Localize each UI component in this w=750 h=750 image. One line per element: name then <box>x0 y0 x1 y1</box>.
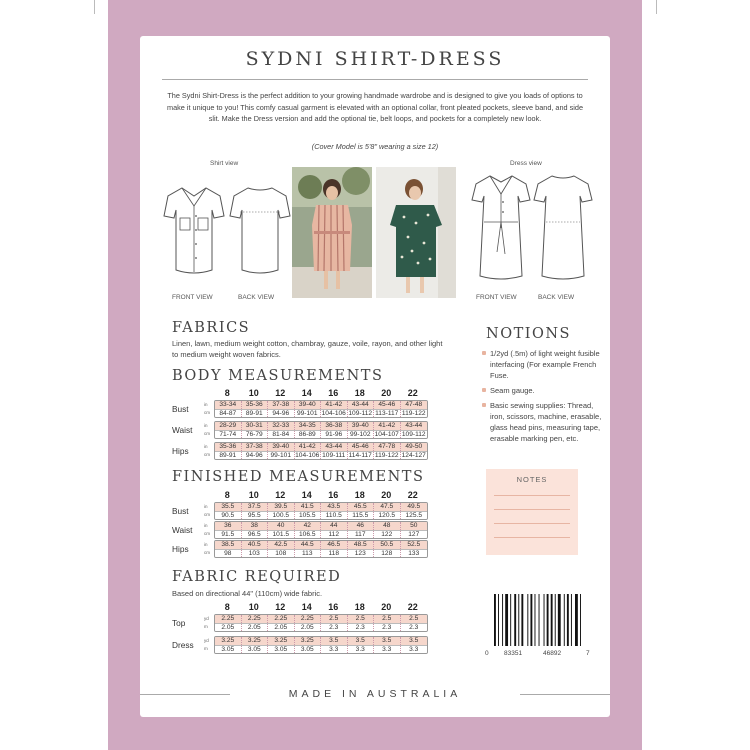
measurement-value: 35-36 <box>215 443 242 451</box>
notion-item: Basic sewing supplies: Thread, iron, scissors, machine, erasable, glass head pins, measuring tape, erasable marking pen, etc. <box>482 400 604 444</box>
measurement-value: 46 <box>348 522 375 530</box>
measurement-value: 41.5 <box>295 503 322 511</box>
shirt-front-view-label: FRONT VIEW <box>172 294 213 301</box>
notes-line <box>494 495 570 496</box>
measurement-value: 125.5 <box>405 512 422 519</box>
measurement-row <box>214 614 428 632</box>
measurement-value: 3.5 <box>348 637 375 645</box>
measurement-value: 2.3 <box>374 624 401 631</box>
measurement-row <box>214 442 428 460</box>
measurement-row-label: Hips <box>172 446 189 456</box>
notes-line <box>494 509 570 510</box>
measurement-value: 95.5 <box>242 512 269 519</box>
barcode-digits-2: 46892 <box>543 650 562 657</box>
measurement-row <box>214 540 428 558</box>
measurement-values-m <box>215 645 427 653</box>
model-photo-printed-dress <box>376 167 456 298</box>
measurement-value: 36-38 <box>321 422 348 430</box>
shirt-view-label: Shirt view <box>210 160 239 167</box>
measurement-value: 109-112 <box>348 410 373 417</box>
barcode-bar <box>510 594 511 646</box>
measurement-row-label: Bust <box>172 506 189 516</box>
measurement-values-in <box>215 443 427 451</box>
size-label: 20 <box>381 602 392 612</box>
measurement-values-cm <box>215 549 427 557</box>
dress-view-label: Dress view <box>510 160 542 167</box>
unit-label: m <box>204 624 208 629</box>
measurement-value: 3.05 <box>242 646 269 653</box>
measurement-value: 89-91 <box>215 452 242 459</box>
measurement-value: 3.05 <box>295 646 322 653</box>
measurement-values-cm <box>215 511 427 519</box>
measurement-values-in <box>215 522 427 530</box>
barcode-bar <box>544 594 545 646</box>
unit-label: m <box>204 646 208 651</box>
notes-line <box>494 523 570 524</box>
measurement-value: 94-96 <box>242 452 269 459</box>
measurement-row-label: Hips <box>172 544 189 554</box>
barcode-bar <box>514 594 516 646</box>
measurement-value: 2.5 <box>348 615 375 623</box>
size-label: 18 <box>354 602 365 612</box>
measurement-value: 94-96 <box>268 410 295 417</box>
intro-text: The Sydni Shirt-Dress is the perfect addition to your growing handmade wardrobe and is designed to give you loads of options to make it unique to you! This comfy casual garment is elevated with an optional collar, front pleated pockets, sleeve band, and side slit. Make the Dress version and add the optional tie, belt loops, and pockets for a completely new look. <box>166 91 584 124</box>
measurement-value: 3.25 <box>242 637 269 645</box>
measurement-value: 2.5 <box>374 615 401 623</box>
size-label: 16 <box>328 490 339 500</box>
measurement-value: 36 <box>215 522 242 530</box>
measurement-value: 2.05 <box>295 624 322 631</box>
measurement-value: 109-112 <box>401 431 426 438</box>
measurement-value: 39-40 <box>348 422 375 430</box>
unit-label: cm <box>204 531 210 536</box>
measurement-value: 127 <box>408 531 420 538</box>
unit-label: yd <box>204 616 209 621</box>
pattern-back-card <box>140 36 610 717</box>
measurement-values-m <box>215 623 427 631</box>
measurement-value: 38 <box>242 522 269 530</box>
measurement-value: 124-127 <box>401 452 426 459</box>
size-label: 16 <box>328 388 339 398</box>
measurement-value: 41-42 <box>321 401 348 409</box>
measurement-row-label: Dress <box>172 640 194 650</box>
measurement-value: 43-44 <box>348 401 375 409</box>
size-label: 18 <box>354 490 365 500</box>
measurement-value: 43-44 <box>321 443 348 451</box>
body-measurements-heading: BODY MEASUREMENTS <box>172 368 384 384</box>
measurement-value: 3.25 <box>215 637 242 645</box>
measurement-values-cm <box>215 530 427 538</box>
measurement-values-in <box>215 401 427 409</box>
unit-label: cm <box>204 452 210 457</box>
notions-section <box>482 326 610 448</box>
shirt-front-sketch <box>162 182 226 278</box>
measurement-value: 3.5 <box>409 637 419 644</box>
notions-heading: NOTIONS <box>486 326 571 342</box>
measurement-value: 48.5 <box>348 541 375 549</box>
measurement-value: 2.25 <box>295 615 322 623</box>
measurement-value: 3.3 <box>409 646 419 653</box>
size-label: 8 <box>224 602 230 612</box>
measurement-value: 3.3 <box>321 646 348 653</box>
crop-mark-right <box>656 0 657 14</box>
measurement-values-cm <box>215 430 427 438</box>
measurement-value: 84-87 <box>215 410 242 417</box>
size-label: 14 <box>301 490 312 500</box>
finished-measurements-heading: FINISHED MEASUREMENTS <box>172 469 425 485</box>
unit-label: in <box>204 542 208 547</box>
measurement-value: 3.25 <box>268 637 295 645</box>
measurement-value: 105.5 <box>295 512 322 519</box>
barcode-bar <box>555 594 556 646</box>
cover-model-note: (Cover Model is 5'8" wearing a size 12) <box>311 142 439 151</box>
measurement-row-label: Bust <box>172 404 189 414</box>
measurement-value: 39.5 <box>268 503 295 511</box>
measurement-value: 2.05 <box>242 624 269 631</box>
measurement-value: 3.25 <box>295 637 322 645</box>
measurement-row <box>214 400 428 418</box>
measurement-value: 98 <box>215 550 242 557</box>
measurement-value: 91-96 <box>321 431 348 438</box>
size-header-row <box>214 490 426 500</box>
page-title: SYDNI SHIRT-DRESS <box>245 48 505 70</box>
barcode-bar <box>498 594 499 646</box>
unit-label: in <box>204 504 208 509</box>
barcode-bar <box>551 594 553 646</box>
size-label: 8 <box>224 388 230 398</box>
notes-line <box>494 537 570 538</box>
unit-label: cm <box>204 410 210 415</box>
unit-label: in <box>204 423 208 428</box>
measurement-value: 104-107 <box>374 431 399 438</box>
measurement-values-cm <box>215 409 427 417</box>
measurement-values-in <box>215 422 427 430</box>
barcode-bar <box>547 594 549 646</box>
unit-label: cm <box>204 512 210 517</box>
title-divider <box>162 79 588 80</box>
measurement-value: 103 <box>242 550 269 557</box>
measurement-value: 50.5 <box>374 541 401 549</box>
measurement-value: 44 <box>321 522 348 530</box>
size-label: 16 <box>328 602 339 612</box>
size-label: 12 <box>275 602 286 612</box>
measurement-value: 109-111 <box>321 452 348 459</box>
measurement-value: 45.5 <box>348 503 375 511</box>
size-label: 10 <box>248 388 259 398</box>
measurement-value: 128 <box>374 550 401 557</box>
measurement-value: 42.5 <box>268 541 295 549</box>
size-label: 10 <box>248 490 259 500</box>
measurement-value: 115.5 <box>348 512 375 519</box>
measurement-value: 101.5 <box>268 531 295 538</box>
measurement-value: 32-33 <box>268 422 295 430</box>
measurement-value: 2.3 <box>348 624 375 631</box>
notion-item: 1/2yd (.5m) of light weight fusible interfacing (For example French Fuse. <box>482 348 604 381</box>
unit-label: in <box>204 523 208 528</box>
measurement-value: 90.5 <box>215 512 242 519</box>
measurement-value: 99-101 <box>268 452 295 459</box>
measurement-row <box>214 421 428 439</box>
barcode-bar <box>535 594 536 646</box>
measurement-value: 52.5 <box>407 541 421 548</box>
shirt-back-view-label: BACK VIEW <box>238 294 275 301</box>
measurement-value: 45-46 <box>374 401 401 409</box>
measurement-value: 104-106 <box>295 452 320 459</box>
measurement-value: 2.05 <box>215 624 242 631</box>
made-in-rule-right <box>520 694 610 695</box>
barcode-bar <box>505 594 508 646</box>
measurement-values-in <box>215 503 427 511</box>
unit-label: cm <box>204 550 210 555</box>
measurement-value: 2.5 <box>321 615 348 623</box>
notes-title: NOTES <box>516 475 548 484</box>
measurement-value: 99-101 <box>295 410 322 417</box>
barcode-digit-right: 7 <box>586 650 590 657</box>
dress-back-view-label: BACK VIEW <box>538 294 575 301</box>
measurement-value: 118 <box>321 550 348 557</box>
measurement-value: 113 <box>295 550 322 557</box>
measurement-row <box>214 502 428 520</box>
measurement-value: 41-42 <box>374 422 401 430</box>
crop-mark-left <box>94 0 95 14</box>
measurement-value: 45-46 <box>348 443 375 451</box>
measurement-value: 3.05 <box>215 646 242 653</box>
model-photo-striped-dress <box>292 167 372 298</box>
measurement-value: 44.5 <box>295 541 322 549</box>
measurement-value: 2.3 <box>321 624 348 631</box>
measurement-value: 108 <box>268 550 295 557</box>
measurement-value: 106.5 <box>295 531 322 538</box>
dress-front-sketch <box>470 172 532 284</box>
fabric-required-note: Based on directional 44" (110cm) wide fabric. <box>172 589 323 598</box>
fabrics-heading: FABRICS <box>172 320 251 336</box>
measurement-value: 133 <box>408 550 420 557</box>
measurement-row <box>214 636 428 654</box>
unit-label: in <box>204 444 208 449</box>
size-label: 20 <box>381 388 392 398</box>
barcode-bar <box>502 594 503 646</box>
barcode-bar <box>580 594 581 646</box>
barcode-bar <box>530 594 532 646</box>
barcode-bar <box>518 594 519 646</box>
barcode-bar <box>564 594 565 646</box>
size-label: 22 <box>407 490 418 500</box>
measurement-values-yd <box>215 615 427 623</box>
barcode-digits-1: 83351 <box>504 650 523 657</box>
measurement-value: 40.5 <box>242 541 269 549</box>
size-label: 20 <box>381 490 392 500</box>
barcode-digit-left: 0 <box>485 650 489 657</box>
measurement-value: 34-35 <box>295 422 322 430</box>
measurement-value: 2.05 <box>268 624 295 631</box>
barcode-bar <box>521 594 523 646</box>
measurement-value: 41-42 <box>295 443 322 451</box>
measurement-value: 39-40 <box>268 443 295 451</box>
measurement-value: 37-38 <box>268 401 295 409</box>
measurement-value: 112 <box>321 531 348 538</box>
measurement-value: 37.5 <box>242 503 269 511</box>
measurement-value: 110.5 <box>321 512 348 519</box>
measurement-value: 50 <box>410 522 418 529</box>
measurement-row <box>214 521 428 539</box>
measurement-value: 123 <box>348 550 375 557</box>
measurement-value: 49-50 <box>405 443 423 450</box>
measurement-value: 43-44 <box>405 422 423 429</box>
measurement-value: 91.5 <box>215 531 242 538</box>
measurement-values-cm <box>215 451 427 459</box>
shirt-back-sketch <box>228 182 292 278</box>
measurement-value: 47.5 <box>374 503 401 511</box>
notes-box <box>486 469 578 555</box>
measurement-value: 3.05 <box>268 646 295 653</box>
size-label: 14 <box>301 602 312 612</box>
unit-label: in <box>204 402 208 407</box>
measurement-row-label: Waist <box>172 425 193 435</box>
measurement-value: 96.5 <box>242 531 269 538</box>
measurement-value: 119-122 <box>401 410 426 417</box>
size-label: 18 <box>354 388 365 398</box>
measurement-values-in <box>215 541 427 549</box>
fabric-required-heading: FABRIC REQUIRED <box>172 569 342 585</box>
measurement-value: 3.5 <box>374 637 401 645</box>
barcode-bar <box>571 594 572 646</box>
size-label: 8 <box>224 490 230 500</box>
size-label: 12 <box>275 388 286 398</box>
measurement-value: 38.5 <box>215 541 242 549</box>
size-label: 14 <box>301 388 312 398</box>
dress-front-view-label: FRONT VIEW <box>476 294 517 301</box>
measurement-value: 42 <box>295 522 322 530</box>
measurement-value: 81-84 <box>268 431 295 438</box>
measurement-value: 120.5 <box>374 512 401 519</box>
measurement-value: 2.3 <box>409 624 419 631</box>
measurement-value: 2.25 <box>215 615 242 623</box>
measurement-value: 71-74 <box>215 431 242 438</box>
measurement-value: 35.5 <box>215 503 242 511</box>
measurement-value: 49.5 <box>407 503 421 510</box>
measurement-value: 2.5 <box>409 615 419 622</box>
measurement-value: 119-122 <box>374 452 399 459</box>
barcode-bar <box>539 594 540 646</box>
barcode-bar <box>575 594 578 646</box>
barcode-bar <box>558 594 561 646</box>
measurement-value: 33-34 <box>215 401 242 409</box>
size-header-row <box>214 602 426 612</box>
size-header-row <box>214 388 426 398</box>
measurement-value: 2.25 <box>268 615 295 623</box>
measurement-value: 89-91 <box>242 410 269 417</box>
made-in-label: MADE IN AUSTRALIA <box>288 688 462 700</box>
measurement-value: 30-31 <box>242 422 269 430</box>
size-label: 12 <box>275 490 286 500</box>
measurement-value: 47-78 <box>374 443 401 451</box>
size-label: 22 <box>407 388 418 398</box>
measurement-value: 40 <box>268 522 295 530</box>
barcode-bar <box>494 594 496 646</box>
measurement-value: 3.3 <box>348 646 375 653</box>
measurement-value: 39-40 <box>295 401 322 409</box>
measurement-value: 86-89 <box>295 431 322 438</box>
measurement-value: 117 <box>348 531 375 538</box>
measurement-value: 2.25 <box>242 615 269 623</box>
measurement-values-yd <box>215 637 427 645</box>
size-label: 10 <box>248 602 259 612</box>
barcode-bar <box>527 594 528 646</box>
measurement-value: 114-117 <box>348 452 375 459</box>
measurement-value: 100.5 <box>268 512 295 519</box>
size-label: 22 <box>407 602 418 612</box>
measurement-value: 46.5 <box>321 541 348 549</box>
unit-label: yd <box>204 638 209 643</box>
fabrics-text: Linen, lawn, medium weight cotton, chambray, gauze, voile, rayon, and other light to medium weight woven fabrics. <box>172 339 443 359</box>
measurement-value: 3.3 <box>374 646 401 653</box>
measurement-value: 48 <box>374 522 401 530</box>
unit-label: cm <box>204 431 210 436</box>
measurement-value: 76-79 <box>242 431 269 438</box>
notion-item: Seam gauge. <box>482 385 604 396</box>
measurement-value: 99-102 <box>348 431 375 438</box>
measurement-value: 113-117 <box>374 410 401 417</box>
measurement-value: 122 <box>374 531 401 538</box>
barcode-bar <box>567 594 569 646</box>
measurement-value: 35-36 <box>242 401 269 409</box>
measurement-row-label: Top <box>172 618 186 628</box>
measurement-value: 37-38 <box>242 443 269 451</box>
measurement-row-label: Waist <box>172 525 193 535</box>
measurement-value: 47-48 <box>405 401 423 408</box>
measurement-value: 28-29 <box>215 422 242 430</box>
measurement-value: 104-106 <box>321 410 346 417</box>
dress-back-sketch <box>532 172 594 284</box>
measurement-value: 43.5 <box>321 503 348 511</box>
measurement-value: 3.5 <box>321 637 348 645</box>
